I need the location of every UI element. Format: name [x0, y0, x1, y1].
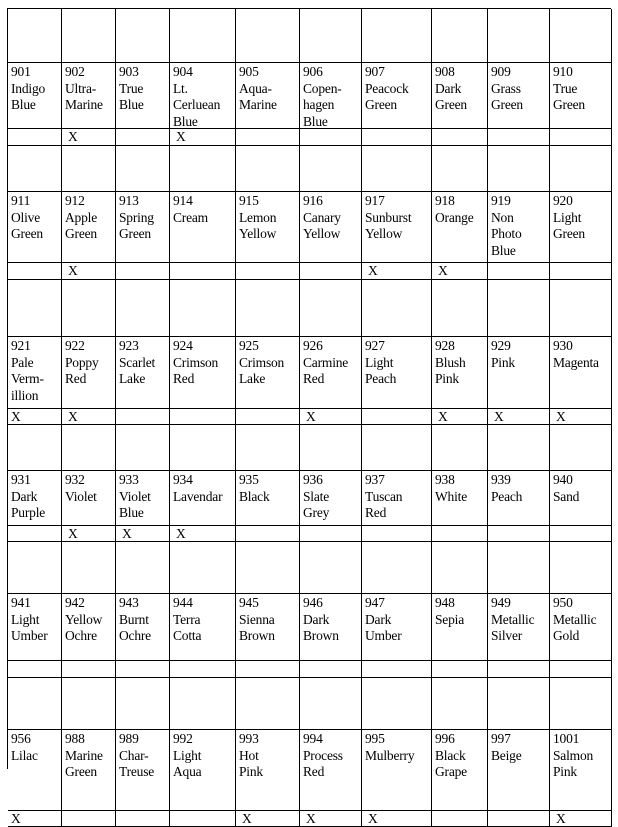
color-name-cell — [236, 337, 300, 409]
color-name: Sand — [553, 488, 580, 504]
color-code: 925 — [239, 338, 259, 353]
color-name-cell — [8, 337, 62, 409]
color-name-cell — [488, 337, 550, 409]
color-name-cell — [362, 63, 432, 129]
color-name: Blush Pink — [435, 354, 466, 386]
color-name-cell — [8, 192, 62, 263]
swatch-cell — [550, 9, 612, 63]
color-code: 919 — [491, 193, 511, 208]
check-mark-cell — [300, 263, 362, 280]
color-name: Pale Verm- illion — [11, 354, 44, 403]
check-mark-cell: X — [8, 811, 62, 827]
color-name: Grass Green — [491, 80, 523, 112]
color-code: 935 — [239, 472, 259, 487]
color-code: 942 — [65, 595, 85, 610]
color-code: 909 — [491, 64, 511, 79]
check-mark-cell — [236, 661, 300, 678]
swatch-cell — [550, 542, 612, 594]
check-mark-cell: X — [300, 811, 362, 827]
swatch-cell — [362, 678, 432, 730]
color-name-cell — [488, 471, 550, 526]
color-name: Scarlet Lake — [119, 354, 156, 386]
color-code: 930 — [553, 338, 573, 353]
color-name-cell — [170, 594, 236, 661]
check-mark-cell — [432, 129, 488, 146]
color-name-cell — [550, 337, 612, 409]
color-code: 944 — [173, 595, 193, 610]
swatch-cell — [236, 280, 300, 337]
color-name-cell — [488, 63, 550, 129]
swatch-cell — [300, 146, 362, 192]
check-mark-cell — [116, 409, 170, 425]
color-name-cell — [62, 192, 116, 263]
color-name: Metallic Silver — [491, 611, 535, 643]
color-name: Dark Brown — [303, 611, 339, 643]
swatch-cell — [432, 678, 488, 730]
check-mark-cell: X — [432, 263, 488, 280]
check-mark-cell: X — [236, 811, 300, 827]
color-name-cell — [8, 471, 62, 526]
swatch-cell — [62, 280, 116, 337]
swatch-cell — [8, 146, 62, 192]
color-name: Lemon Yellow — [239, 209, 277, 241]
color-code: 947 — [365, 595, 385, 610]
check-mark-cell: X — [362, 811, 432, 827]
check-mark-cell: X — [170, 526, 236, 542]
swatch-cell — [62, 146, 116, 192]
swatch-cell — [488, 425, 550, 471]
color-code: 938 — [435, 472, 455, 487]
check-mark-cell — [432, 811, 488, 827]
color-name: Aqua- Marine — [239, 80, 277, 112]
swatch-cell — [8, 280, 62, 337]
color-name-cell — [300, 63, 362, 129]
color-name: Yellow Ochre — [65, 611, 103, 643]
color-checklist-table — [7, 8, 611, 826]
color-name: Magenta — [553, 354, 599, 370]
color-code: 904 — [173, 64, 193, 79]
check-mark-cell — [8, 263, 62, 280]
color-code: 906 — [303, 64, 323, 79]
color-name: Canary Yellow — [303, 209, 341, 241]
color-name: Dark Purple — [11, 488, 46, 520]
color-code: 917 — [365, 193, 385, 208]
color-name-cell — [432, 63, 488, 129]
check-mark-cell — [116, 811, 170, 827]
color-name: Tuscan Red — [365, 488, 403, 520]
swatch-cell — [236, 425, 300, 471]
check-mark-cell — [432, 661, 488, 678]
color-name: Salmon Pink — [553, 747, 594, 779]
swatch-cell — [488, 280, 550, 337]
color-code: 948 — [435, 595, 455, 610]
color-name: Orange — [435, 209, 474, 225]
check-mark-cell: X — [62, 263, 116, 280]
color-code: 992 — [173, 731, 193, 746]
color-name: Burnt Ochre — [119, 611, 151, 643]
color-name: Light Green — [553, 209, 585, 241]
color-code: 901 — [11, 64, 31, 79]
swatch-cell — [362, 280, 432, 337]
swatch-cell — [8, 425, 62, 471]
check-mark-cell — [236, 129, 300, 146]
color-name: Slate Grey — [303, 488, 330, 520]
color-name: Spring Green — [119, 209, 154, 241]
color-code: 924 — [173, 338, 193, 353]
color-name-cell — [432, 337, 488, 409]
swatch-cell — [8, 678, 62, 730]
color-name-cell — [488, 192, 550, 263]
swatch-cell — [362, 9, 432, 63]
color-name: Light Peach — [365, 354, 397, 386]
check-mark-cell — [362, 129, 432, 146]
color-name: Carmine Red — [303, 354, 349, 386]
swatch-cell — [432, 542, 488, 594]
swatch-cell — [432, 146, 488, 192]
color-name: Char- Treuse — [119, 747, 155, 779]
swatch-cell — [550, 425, 612, 471]
swatch-cell — [488, 542, 550, 594]
check-mark-cell: X — [362, 263, 432, 280]
check-mark-cell — [62, 811, 116, 827]
swatch-cell — [62, 678, 116, 730]
color-name: Black — [239, 488, 270, 504]
check-mark-cell — [488, 129, 550, 146]
color-name: Copen- hagen Blue — [303, 80, 342, 129]
color-name-cell — [300, 337, 362, 409]
color-code: 926 — [303, 338, 323, 353]
color-code: 993 — [239, 731, 259, 746]
swatch-cell — [362, 425, 432, 471]
swatch-cell — [8, 9, 62, 63]
check-mark-cell — [116, 129, 170, 146]
color-name-cell — [362, 471, 432, 526]
swatch-cell — [300, 9, 362, 63]
check-mark-cell: X — [550, 811, 612, 827]
color-name-cell — [236, 471, 300, 526]
check-mark-cell — [8, 526, 62, 542]
check-mark-cell: X — [62, 129, 116, 146]
color-name: White — [435, 488, 467, 504]
check-mark-cell — [8, 661, 62, 678]
color-name: Olive Green — [11, 209, 43, 241]
color-name-cell — [362, 337, 432, 409]
swatch-cell — [116, 542, 170, 594]
swatch-cell — [300, 280, 362, 337]
check-mark-cell — [300, 526, 362, 542]
color-name-cell — [170, 63, 236, 129]
color-name-cell — [236, 192, 300, 263]
color-name: Black Grape — [435, 747, 467, 779]
swatch-cell — [170, 146, 236, 192]
color-name-cell — [62, 471, 116, 526]
color-code: 905 — [239, 64, 259, 79]
color-name: Light Aqua — [173, 747, 202, 779]
color-name: Mulberry — [365, 747, 415, 763]
check-mark-cell — [170, 811, 236, 827]
color-name: Sunburst Yellow — [365, 209, 412, 241]
color-name-cell — [62, 337, 116, 409]
color-name-cell — [362, 192, 432, 263]
swatch-cell — [62, 425, 116, 471]
color-code: 908 — [435, 64, 455, 79]
check-mark-cell — [550, 129, 612, 146]
color-code: 956 — [11, 731, 31, 746]
color-name: Lavendar — [173, 488, 223, 504]
swatch-cell — [236, 678, 300, 730]
color-name-cell — [550, 594, 612, 661]
color-name-cell — [550, 192, 612, 263]
swatch-cell — [300, 678, 362, 730]
color-name-cell — [432, 594, 488, 661]
color-code: 923 — [119, 338, 139, 353]
color-name: Violet Blue — [119, 488, 151, 520]
check-mark-cell — [236, 263, 300, 280]
check-mark-cell — [362, 409, 432, 425]
check-mark-cell: X — [62, 526, 116, 542]
check-mark-cell: X — [116, 526, 170, 542]
color-name: Hot Pink — [239, 747, 263, 779]
check-mark-cell: X — [550, 409, 612, 425]
color-name: Peach — [491, 488, 523, 504]
color-name: Cream — [173, 209, 208, 225]
check-mark-cell — [488, 263, 550, 280]
color-name: Sepia — [435, 611, 464, 627]
check-mark-cell — [362, 661, 432, 678]
color-code: 916 — [303, 193, 323, 208]
swatch-cell — [362, 542, 432, 594]
color-code: 949 — [491, 595, 511, 610]
color-code: 936 — [303, 472, 323, 487]
color-name-cell — [170, 192, 236, 263]
color-name: Ultra- Marine — [65, 80, 103, 112]
color-name: Crimson Red — [173, 354, 219, 386]
swatch-cell — [236, 146, 300, 192]
color-code: 933 — [119, 472, 139, 487]
color-name: Sienna Brown — [239, 611, 275, 643]
color-code: 929 — [491, 338, 511, 353]
color-name-cell — [432, 471, 488, 526]
check-mark-cell — [236, 409, 300, 425]
swatch-cell — [432, 425, 488, 471]
color-name-cell — [432, 192, 488, 263]
color-code: 994 — [303, 731, 323, 746]
check-mark-cell — [488, 811, 550, 827]
color-name: Indigo Blue — [11, 80, 46, 112]
color-name: Poppy Red — [65, 354, 99, 386]
swatch-cell — [62, 542, 116, 594]
color-name-cell — [62, 63, 116, 129]
check-mark-cell — [8, 129, 62, 146]
swatch-cell — [170, 280, 236, 337]
color-name-cell — [116, 337, 170, 409]
color-name-cell — [62, 594, 116, 661]
color-code: 940 — [553, 472, 573, 487]
color-code: 922 — [65, 338, 85, 353]
swatch-cell — [550, 146, 612, 192]
color-name-cell — [236, 594, 300, 661]
color-code: 902 — [65, 64, 85, 79]
color-code: 989 — [119, 731, 139, 746]
swatch-cell — [550, 280, 612, 337]
color-name: Light Umber — [11, 611, 48, 643]
check-mark-cell — [116, 263, 170, 280]
color-name: True Green — [553, 80, 585, 112]
color-name: Lt. Cerluean Blue — [173, 80, 221, 129]
swatch-cell — [170, 542, 236, 594]
swatch-cell — [432, 280, 488, 337]
color-code: 988 — [65, 731, 85, 746]
swatch-cell — [116, 425, 170, 471]
color-name: Apple Green — [65, 209, 97, 241]
check-mark-cell — [116, 661, 170, 678]
color-code: 950 — [553, 595, 573, 610]
color-name: Peacock Green — [365, 80, 409, 112]
swatch-cell — [550, 678, 612, 730]
check-mark-cell: X — [300, 409, 362, 425]
color-name-cell — [550, 63, 612, 129]
color-code: 912 — [65, 193, 85, 208]
check-mark-cell — [550, 263, 612, 280]
color-name-cell — [170, 337, 236, 409]
check-mark-cell: X — [488, 409, 550, 425]
color-name-cell — [116, 192, 170, 263]
color-code: 941 — [11, 595, 31, 610]
color-name-cell — [116, 63, 170, 129]
color-name: Lilac — [11, 747, 38, 763]
check-mark-cell — [488, 526, 550, 542]
swatch-cell — [116, 146, 170, 192]
swatch-cell — [488, 678, 550, 730]
color-code: 934 — [173, 472, 193, 487]
color-name: True Blue — [119, 80, 144, 112]
swatch-cell — [432, 9, 488, 63]
check-mark-cell — [300, 129, 362, 146]
check-mark-cell: X — [432, 409, 488, 425]
swatch-cell — [488, 9, 550, 63]
swatch-cell — [170, 678, 236, 730]
color-name: Crimson Lake — [239, 354, 285, 386]
color-name-cell — [8, 594, 62, 661]
swatch-cell — [362, 146, 432, 192]
color-name: Pink — [491, 354, 515, 370]
color-code: 914 — [173, 193, 193, 208]
color-name-cell — [236, 63, 300, 129]
swatch-cell — [116, 678, 170, 730]
color-name: Process Red — [303, 747, 343, 779]
color-name-cell — [300, 594, 362, 661]
swatch-cell — [116, 280, 170, 337]
color-name: Dark Umber — [365, 611, 402, 643]
swatch-cell — [62, 9, 116, 63]
color-name: Metallic Gold — [553, 611, 597, 643]
color-code: 920 — [553, 193, 573, 208]
check-mark-cell — [170, 661, 236, 678]
color-code: 921 — [11, 338, 31, 353]
swatch-cell — [300, 425, 362, 471]
color-code: 995 — [365, 731, 385, 746]
swatch-cell — [236, 542, 300, 594]
color-name-cell — [116, 594, 170, 661]
swatch-cell — [170, 9, 236, 63]
color-code: 932 — [65, 472, 85, 487]
color-code: 931 — [11, 472, 31, 487]
color-code: 939 — [491, 472, 511, 487]
check-mark-cell — [362, 526, 432, 542]
swatch-cell — [488, 146, 550, 192]
color-name-cell — [116, 471, 170, 526]
color-code: 915 — [239, 193, 259, 208]
color-code: 913 — [119, 193, 139, 208]
swatch-cell — [236, 9, 300, 63]
color-name-cell — [300, 471, 362, 526]
color-code: 910 — [553, 64, 573, 79]
color-name-cell — [550, 471, 612, 526]
color-code: 928 — [435, 338, 455, 353]
check-mark-cell: X — [62, 409, 116, 425]
color-name-cell — [8, 63, 62, 129]
color-code: 918 — [435, 193, 455, 208]
color-name-cell — [362, 594, 432, 661]
color-name: Terra Cotta — [173, 611, 202, 643]
swatch-cell — [170, 425, 236, 471]
check-mark-cell — [550, 526, 612, 542]
color-name: Dark Green — [435, 80, 467, 112]
color-name-cell — [488, 594, 550, 661]
color-code: 911 — [11, 193, 31, 208]
swatch-cell — [300, 542, 362, 594]
color-name: Beige — [491, 747, 522, 763]
check-mark-cell — [550, 661, 612, 678]
check-mark-cell — [62, 661, 116, 678]
check-mark-cell — [300, 661, 362, 678]
color-code: 927 — [365, 338, 385, 353]
color-name-cell — [300, 192, 362, 263]
color-code: 907 — [365, 64, 385, 79]
check-mark-cell — [170, 409, 236, 425]
color-code: 996 — [435, 731, 455, 746]
check-mark-cell — [236, 526, 300, 542]
color-code: 937 — [365, 472, 385, 487]
check-mark-cell — [488, 661, 550, 678]
color-code: 945 — [239, 595, 259, 610]
check-mark-cell — [432, 526, 488, 542]
color-name: Marine Green — [65, 747, 103, 779]
color-code: 943 — [119, 595, 139, 610]
color-name: Non Photo Blue — [491, 209, 522, 258]
check-mark-cell — [170, 263, 236, 280]
swatch-cell — [116, 9, 170, 63]
color-code: 997 — [491, 731, 511, 746]
swatch-cell — [8, 542, 62, 594]
color-code: 1001 — [553, 731, 580, 746]
color-name-cell — [170, 471, 236, 526]
check-mark-cell: X — [8, 409, 62, 425]
color-code: 946 — [303, 595, 323, 610]
color-name: Violet — [65, 488, 97, 504]
color-code: 903 — [119, 64, 139, 79]
check-mark-cell: X — [170, 129, 236, 146]
